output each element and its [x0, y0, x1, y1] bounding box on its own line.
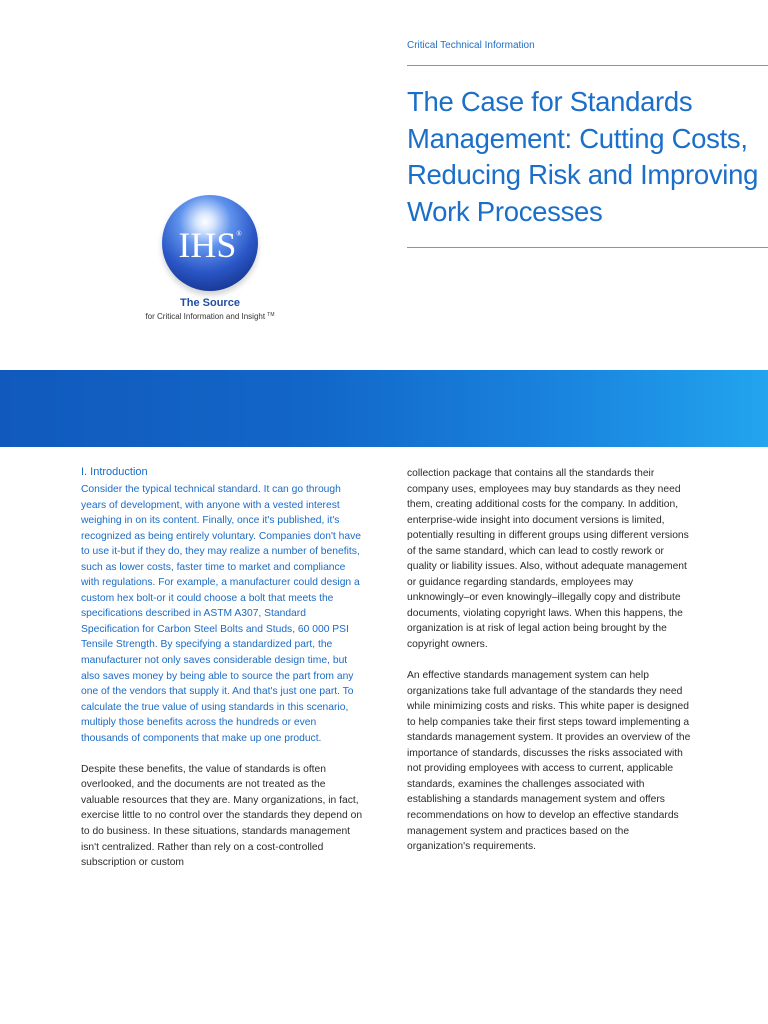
tagline-title: The Source: [180, 297, 240, 309]
section-eyebrow: Critical Technical Information: [407, 40, 535, 51]
blue-banner: [0, 370, 768, 447]
intro-paragraph-1: Consider the typical technical standard. It can go through years of development, with anyone with a vested interest weighing in on its content. Finally, once it's published, it's recognized as being entirely voluntary. Companies don't have to use it-but if they do, they may realize a number of benefits, such as lower costs, faster time to market and compliance with regulations. For example, a manufacturer could design a custom hex bolt-or it could choose a bolt that meets the specifications described in ASTM A307, Standard Specification for Carbon Steel Bolts and Studs, 60 000 PSI Tensile Strength. By specifying a standardized part, the manufacturer not only saves considerable design time, but also saves money by being able to source the part from any one of the vendors that supply it. And that's just one part. To calculate the true value of using standards in this scenario, multiply those benefits across the hundreds or even thousands of components that make up one product.: [81, 484, 361, 744]
intro-paragraph-4: An effective standards management system can help organizations take full advantage of the standards they need while minimizing costs and risks. This white paper is designed to help companies take their first steps toward implementing a standards management system. It provides an overview of the importance of standards, discusses the risks associated with not providing employees with access to current, applicable standards, examines the challenges associated with establishing a standards management system and offers recommendations on how to develop an effective standards management system and practices based on the organization's requirements.: [407, 670, 691, 853]
intro-paragraph-2: Despite these benefits, the value of standards is often overlooked, and the documents are not treated as the valuable resources that they are. Many organizations, in fact, exercise little to no control over the standards they depend on to do business. In these situations, standards management isn't centralized. Rather than rely on a cost-controlled subscription or custom: [81, 763, 363, 869]
left-column: [81, 482, 363, 871]
divider-top: [407, 65, 768, 66]
right-column: [407, 466, 691, 855]
page-title: The Case for Standards Management: Cutting Costs, Reducing Risk and Improving Work Processes: [407, 86, 759, 227]
logo-wordmark: IHS®: [178, 225, 242, 265]
section-heading: I. Introduction: [81, 466, 148, 478]
divider-bottom: [407, 247, 768, 248]
tagline-subtitle: for Critical Information and Insight ™: [145, 312, 275, 321]
ihs-logo-icon: [162, 195, 258, 291]
intro-paragraph-3: collection package that contains all the standards their company uses, employees may buy standards as they need them, creating additional costs for the company. In addition, enterprise-wide insight into document versions is limited, potentially resulting in different groups using different versions of the same standard, which can lead to costly rework or quality or liability issues. Also, without adequate management or guidance regarding standards, employees may unknowingly–or even knowingly–illegally copy and distribute documents, violating copyright laws. When this happens, the organization is at risk of legal action being brought by the copyright owners.: [407, 468, 689, 651]
